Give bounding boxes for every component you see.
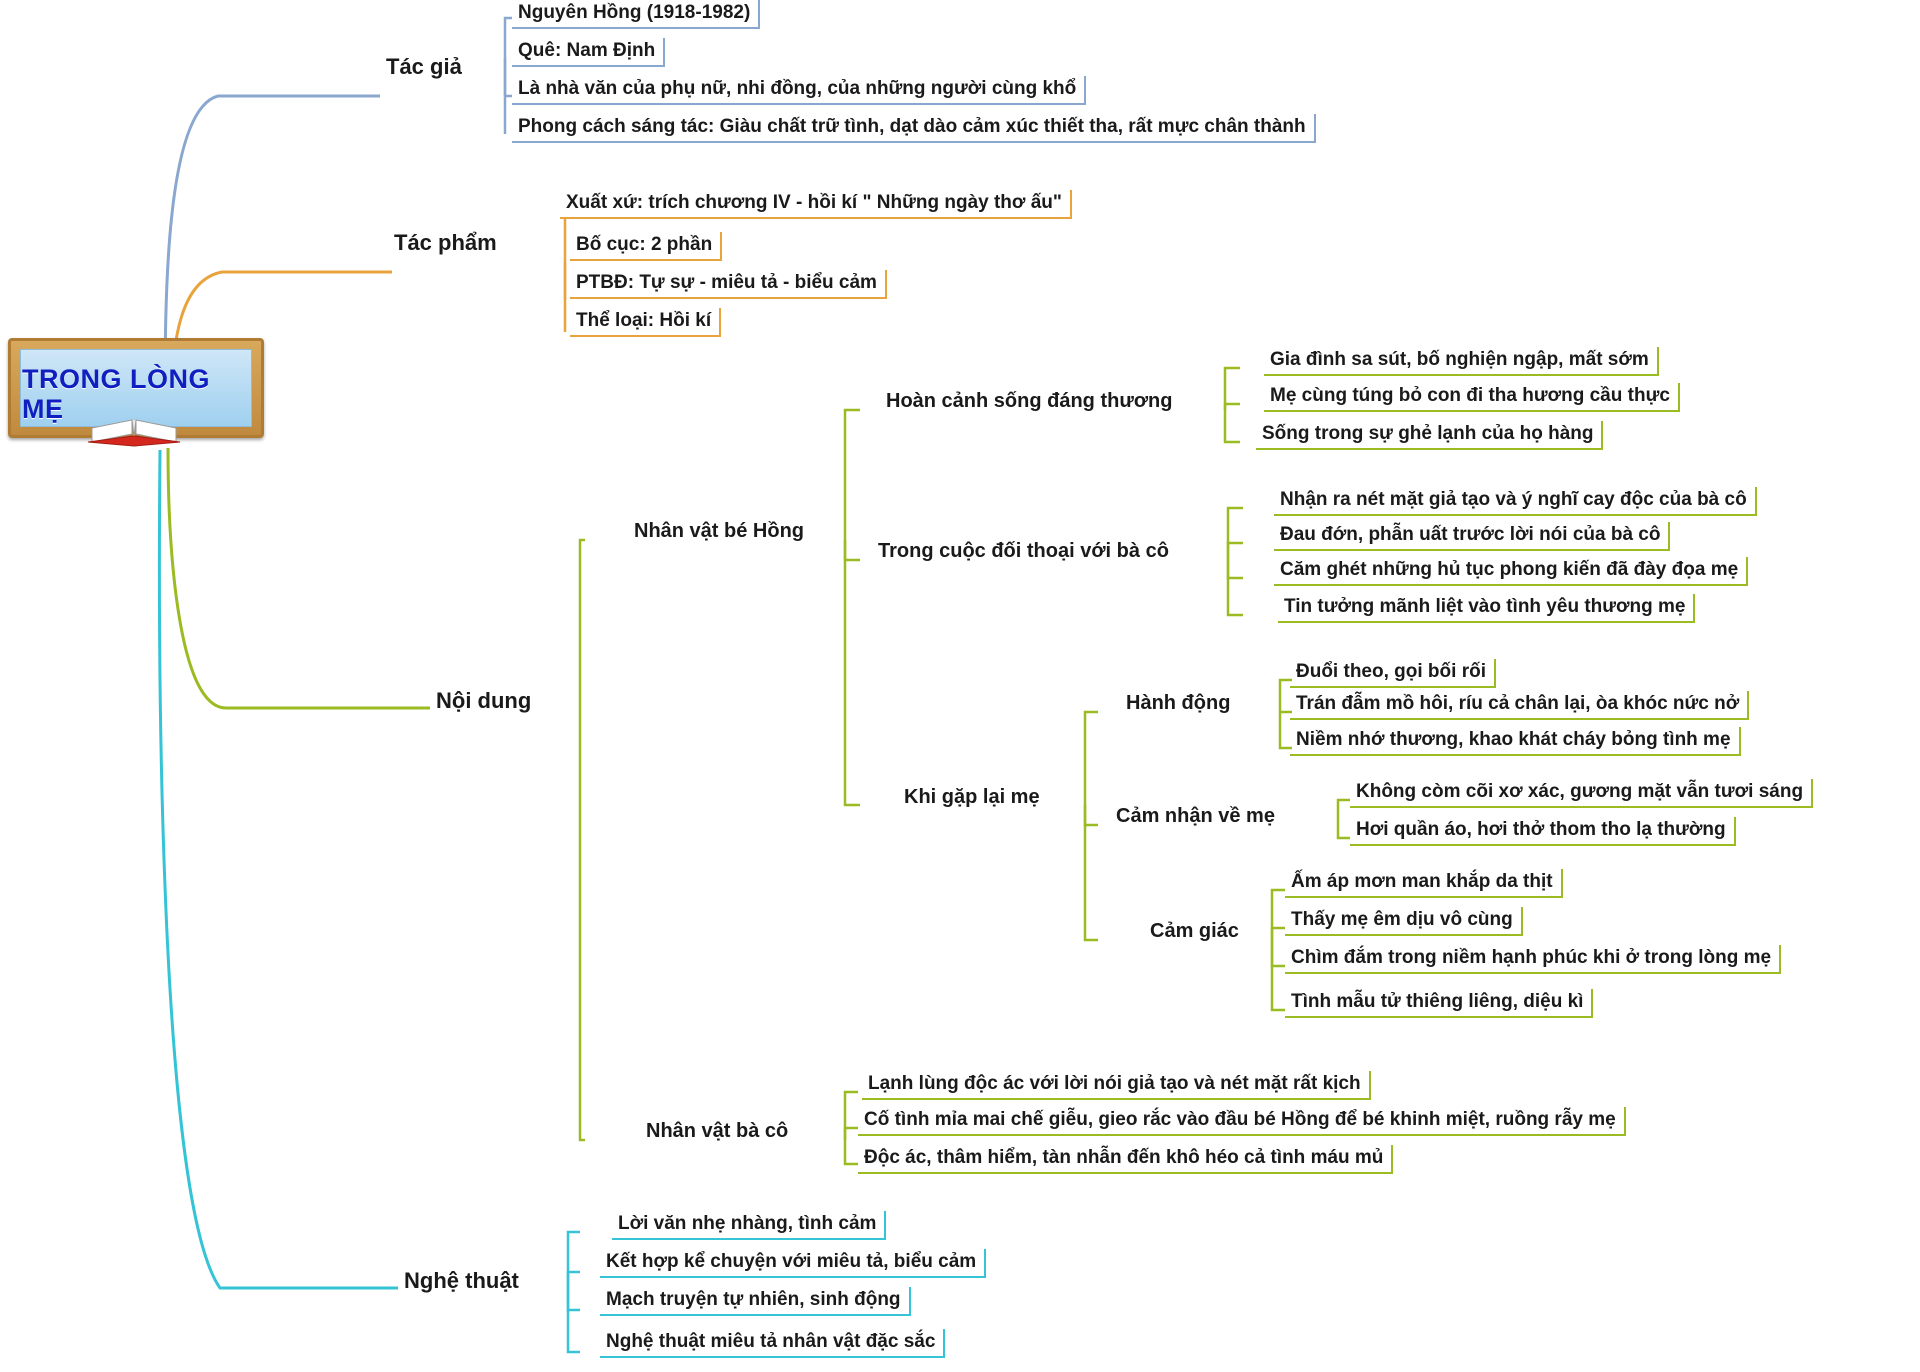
leaf-hoan-canh-3[interactable]: Sống trong sự ghẻ lạnh của họ hàng <box>1256 421 1603 450</box>
sub-nhan-vat-ba-co[interactable]: Nhân vật bà cô <box>646 1120 789 1142</box>
leaf-ba-co-1[interactable]: Lạnh lùng độc ác với lời nói giả tạo và nét mặt rất kịch <box>862 1071 1371 1100</box>
leaf-hanh-dong-3[interactable]: Niềm nhớ thương, khao khát cháy bỏng tình mẹ <box>1290 727 1741 756</box>
leaf-tac-gia-1[interactable]: Nguyên Hồng (1918-1982) <box>512 0 760 29</box>
branch-noi-dung[interactable]: Nội dung <box>436 688 532 713</box>
leaf-hoan-canh-1[interactable]: Gia đình sa sút, bố nghiện ngập, mất sớm <box>1264 347 1659 376</box>
group-doi-thoai-ba-co[interactable]: Trong cuộc đối thoại với bà cô <box>878 540 1169 562</box>
sub-nhan-vat-be-hong[interactable]: Nhân vật bé Hồng <box>634 520 805 542</box>
central-topic[interactable] <box>8 338 264 448</box>
leaf-doi-thoai-1[interactable]: Nhận ra nét mặt giả tạo và ý nghĩ cay độc của bà cô <box>1274 487 1757 516</box>
leaf-cam-giac-2[interactable]: Thấy mẹ êm dịu vô cùng <box>1285 907 1523 936</box>
leaf-hoan-canh-2[interactable]: Mẹ cùng túng bỏ con đi tha hương cầu thực <box>1264 383 1680 412</box>
leaf-cam-nhan-1[interactable]: Không còm cõi xơ xác, gương mặt vẫn tươi sáng <box>1350 779 1813 808</box>
group-khi-gap-lai-me[interactable]: Khi gặp lại mẹ <box>904 786 1040 808</box>
subgroup-cam-giac[interactable]: Cảm giác <box>1150 920 1239 942</box>
leaf-tac-pham-1[interactable]: Xuất xứ: trích chương IV - hồi kí " Những ngày thơ ấu" <box>560 190 1072 219</box>
leaf-nghe-thuat-2[interactable]: Kết hợp kể chuyện với miêu tả, biểu cảm <box>600 1249 986 1278</box>
leaf-cam-giac-3[interactable]: Chìm đắm trong niềm hạnh phúc khi ở trong lòng mẹ <box>1285 945 1781 974</box>
leaf-hanh-dong-2[interactable]: Trán đẫm mồ hôi, ríu cả chân lại, òa khóc nức nở <box>1290 691 1749 720</box>
leaf-doi-thoai-2[interactable]: Đau đớn, phẫn uất trước lời nói của bà cô <box>1274 522 1670 551</box>
leaf-doi-thoai-4[interactable]: Tin tưởng mãnh liệt vào tình yêu thương mẹ <box>1278 594 1695 623</box>
leaf-ba-co-3[interactable]: Độc ác, thâm hiểm, tàn nhẫn đến khô héo cả tình máu mủ <box>858 1145 1393 1174</box>
leaf-tac-gia-2[interactable]: Quê: Nam Định <box>512 38 665 67</box>
leaf-nghe-thuat-1[interactable]: Lời văn nhẹ nhàng, tình cảm <box>612 1211 886 1240</box>
group-hoan-canh-song[interactable]: Hoàn cảnh sống đáng thương <box>886 390 1173 412</box>
leaf-tac-gia-3[interactable]: Là nhà văn của phụ nữ, nhi đồng, của những người cùng khổ <box>512 76 1086 105</box>
leaf-tac-pham-2[interactable]: Bố cục: 2 phần <box>570 232 722 261</box>
leaf-cam-nhan-2[interactable]: Hơi quần áo, hơi thở thom tho lạ thường <box>1350 817 1736 846</box>
central-topic-label: TRONG LÒNG MẸ <box>22 364 210 424</box>
leaf-hanh-dong-1[interactable]: Đuổi theo, gọi bối rối <box>1290 659 1496 688</box>
leaf-cam-giac-1[interactable]: Ấm áp mơn man khắp da thịt <box>1285 869 1563 898</box>
leaf-doi-thoai-3[interactable]: Căm ghét những hủ tục phong kiến đã đày đọa mẹ <box>1274 557 1748 586</box>
branch-tac-pham[interactable]: Tác phẩm <box>394 230 497 255</box>
leaf-nghe-thuat-3[interactable]: Mạch truyện tự nhiên, sinh động <box>600 1287 911 1316</box>
leaf-tac-gia-4[interactable]: Phong cách sáng tác: Giàu chất trữ tình, dạt dào cảm xúc thiết tha, rất mực chân thành <box>512 114 1316 143</box>
leaf-nghe-thuat-4[interactable]: Nghệ thuật miêu tả nhân vật đặc sắc <box>600 1329 945 1358</box>
leaf-tac-pham-4[interactable]: Thể loại: Hồi kí <box>570 308 721 337</box>
subgroup-cam-nhan-ve-me[interactable]: Cảm nhận về mẹ <box>1116 805 1275 827</box>
leaf-cam-giac-4[interactable]: Tình mẫu tử thiêng liêng, diệu kì <box>1285 989 1593 1018</box>
branch-tac-gia[interactable]: Tác giả <box>386 54 462 79</box>
leaf-tac-pham-3[interactable]: PTBĐ: Tự sự - miêu tả - biểu cảm <box>570 270 887 299</box>
branch-nghe-thuat[interactable]: Nghệ thuật <box>404 1268 519 1293</box>
leaf-ba-co-2[interactable]: Cố tình mỉa mai chế giễu, gieo rắc vào đầu bé Hồng để bé khinh miệt, ruồng rẫy mẹ <box>858 1107 1626 1136</box>
subgroup-hanh-dong[interactable]: Hành động <box>1126 692 1231 714</box>
open-book-icon <box>86 412 182 448</box>
